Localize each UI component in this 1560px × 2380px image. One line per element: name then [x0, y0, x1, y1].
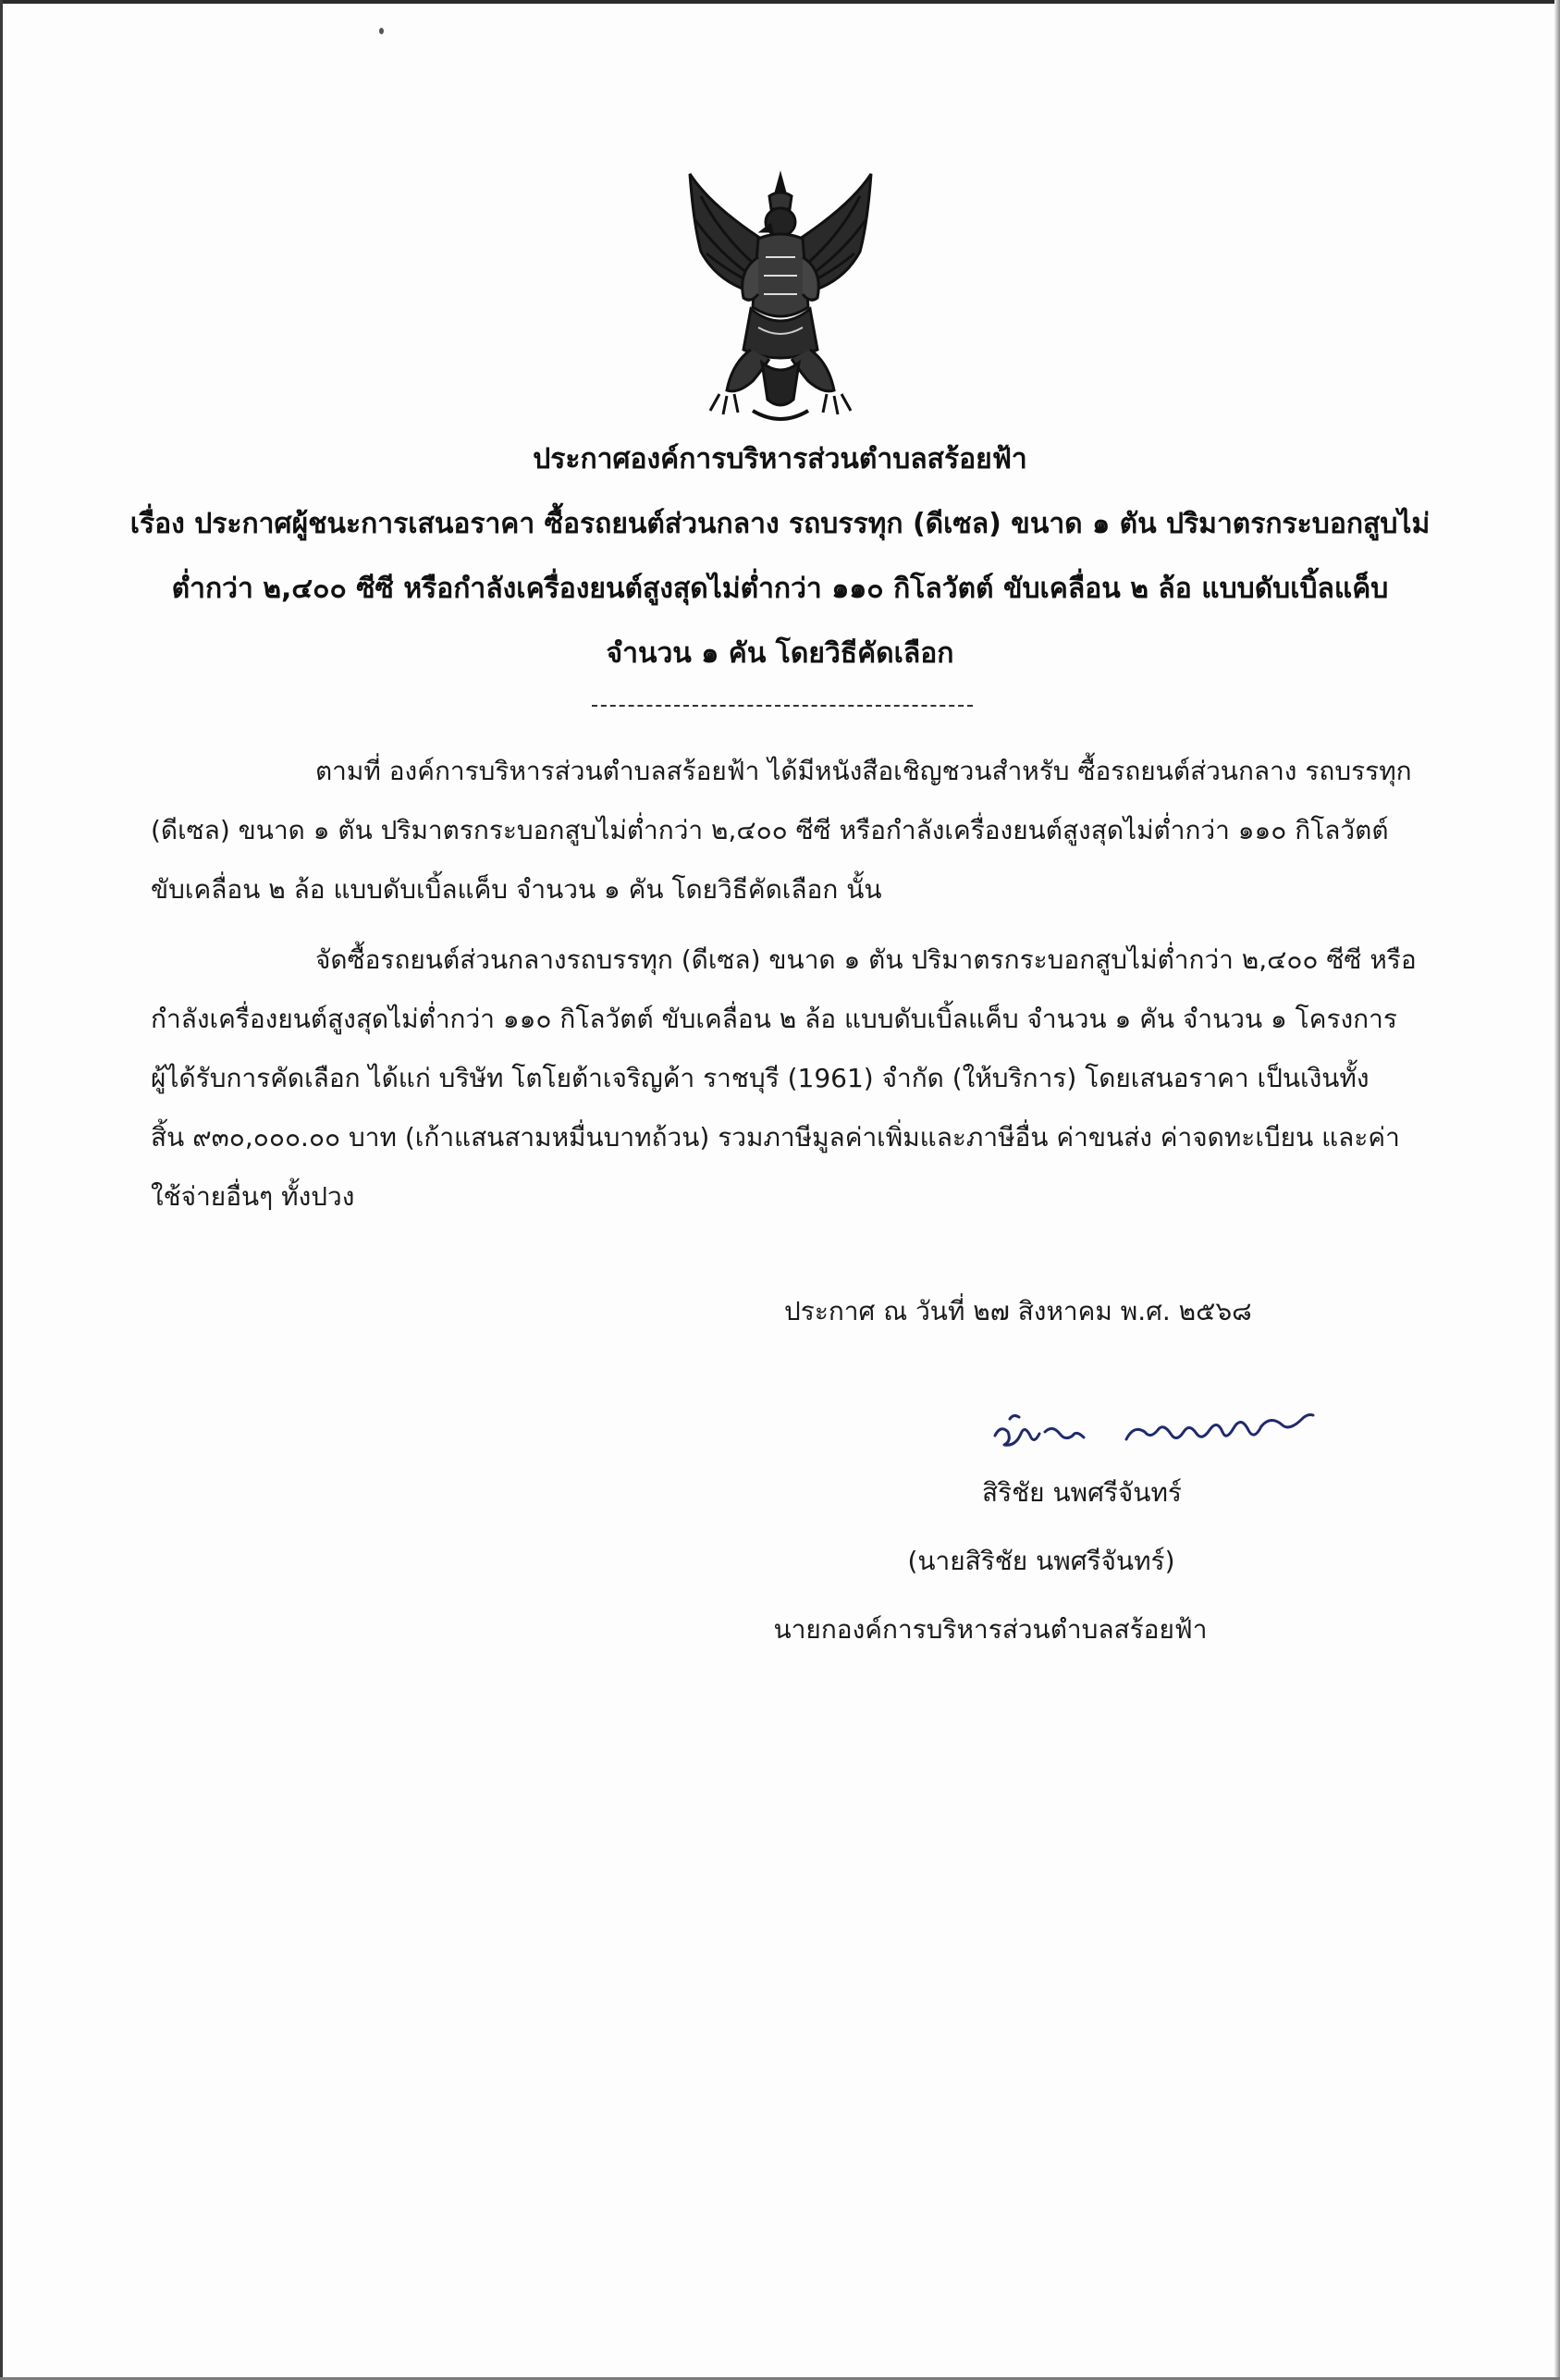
- scan-edge-right: [1554, 0, 1560, 2380]
- handwritten-signature: [988, 1387, 1320, 1471]
- announcement-date: ประกาศ ณ วันที่ ๒๗ สิงหาคม พ.ศ. ๒๕๖๘: [784, 1296, 1252, 1326]
- paragraph-2-line-2: กำลังเครื่องยนต์สูงสุดไม่ต่ำกว่า ๑๑๐ กิโลวัตต์ ขับเคลื่อน ๒ ล้อ แบบดับเบิ้ลแค็บ จำนวน ๑ คัน จำนวน ๑ โครงการ: [151, 1004, 1397, 1034]
- title-divider: [592, 705, 973, 707]
- signatory-full-name: (นายสิริชัย นพศรีจันทร์): [907, 1546, 1175, 1576]
- subject-line-1: เรื่อง ประกาศผู้ชนะการเสนอราคา ซื้อรถยนต์ส่วนกลาง รถบรรทุก (ดีเซล) ขนาด ๑ ตัน ปริมาตรกระบอกสูบไม่: [129, 508, 1431, 540]
- signatory-position: นายกองค์การบริหารส่วนตำบลสร้อยฟ้า: [773, 1614, 1208, 1645]
- issuer-title: ประกาศองค์การบริหารส่วนตำบลสร้อยฟ้า: [533, 443, 1027, 475]
- announcement-title-block: [92, 427, 1468, 686]
- scan-edge-left: [0, 0, 3, 2380]
- paragraph-2-line-5: ใช้จ่ายอื่นๆ ทั้งปวง: [151, 1181, 355, 1212]
- signatory-name: สิริชัย นพศรีจันทร์: [982, 1477, 1182, 1508]
- paragraph-2-line-4: สิ้น ๙๓๐,๐๐๐.๐๐ บาท (เก้าแสนสามหมื่นบาทถ้วน) รวมภาษีมูลค่าเพิ่มและภาษีอื่น ค่าขนส่ง ค่าจดทะเบียน และค่า: [151, 1122, 1400, 1153]
- scan-edge-top: [0, 0, 1560, 4]
- paragraph-invitation: [151, 742, 1418, 919]
- scan-speck: [379, 28, 384, 34]
- paragraph-1-line-2: (ดีเซล) ขนาด ๑ ตัน ปริมาตรกระบอกสูบไม่ต่ำกว่า ๒,๔๐๐ ซีซี หรือกำลังเครื่องยนต์สูงสุดไม่ต่ำกว่า ๑๑๐ กิโลวัตต์: [151, 815, 1389, 845]
- paragraph-2-line-3: ผู้ได้รับการคัดเลือก ได้แก่ บริษัท โตโยต้าเจริญค้า ราชบุรี (1961) จำกัด (ให้บริการ) โดยเสนอราคา เป็นเงินทั้ง: [151, 1063, 1370, 1093]
- subject-line-3: จำนวน ๑ คัน โดยวิธีคัดเลือก: [606, 637, 954, 670]
- paragraph-award: [151, 931, 1418, 1227]
- garuda-emblem-icon: [673, 168, 888, 429]
- paragraph-1-line-3: ขับเคลื่อน ๒ ล้อ แบบดับเบิ้ลแค็บ จำนวน ๑ คัน โดยวิธีคัดเลือก นั้น: [151, 874, 882, 905]
- subject-line-2: ต่ำกว่า ๒,๔๐๐ ซีซี หรือกำลังเครื่องยนต์สูงสุดไม่ต่ำกว่า ๑๑๐ กิโลวัตต์ ขับเคลื่อน ๒ ล้อ แบบดับเบิ้ลแค็บ: [171, 573, 1389, 605]
- paragraph-2-line-1: จัดซื้อรถยนต์ส่วนกลางรถบรรทุก (ดีเซล) ขนาด ๑ ตัน ปริมาตรกระบอกสูบไม่ต่ำกว่า ๒,๔๐๐ ซีซี หรือ: [315, 944, 1417, 975]
- paragraph-1-line-1: ตามที่ องค์การบริหารส่วนตำบลสร้อยฟ้า ได้มีหนังสือเชิญชวนสำหรับ ซื้อรถยนต์ส่วนกลาง รถบรรทุก: [315, 756, 1412, 786]
